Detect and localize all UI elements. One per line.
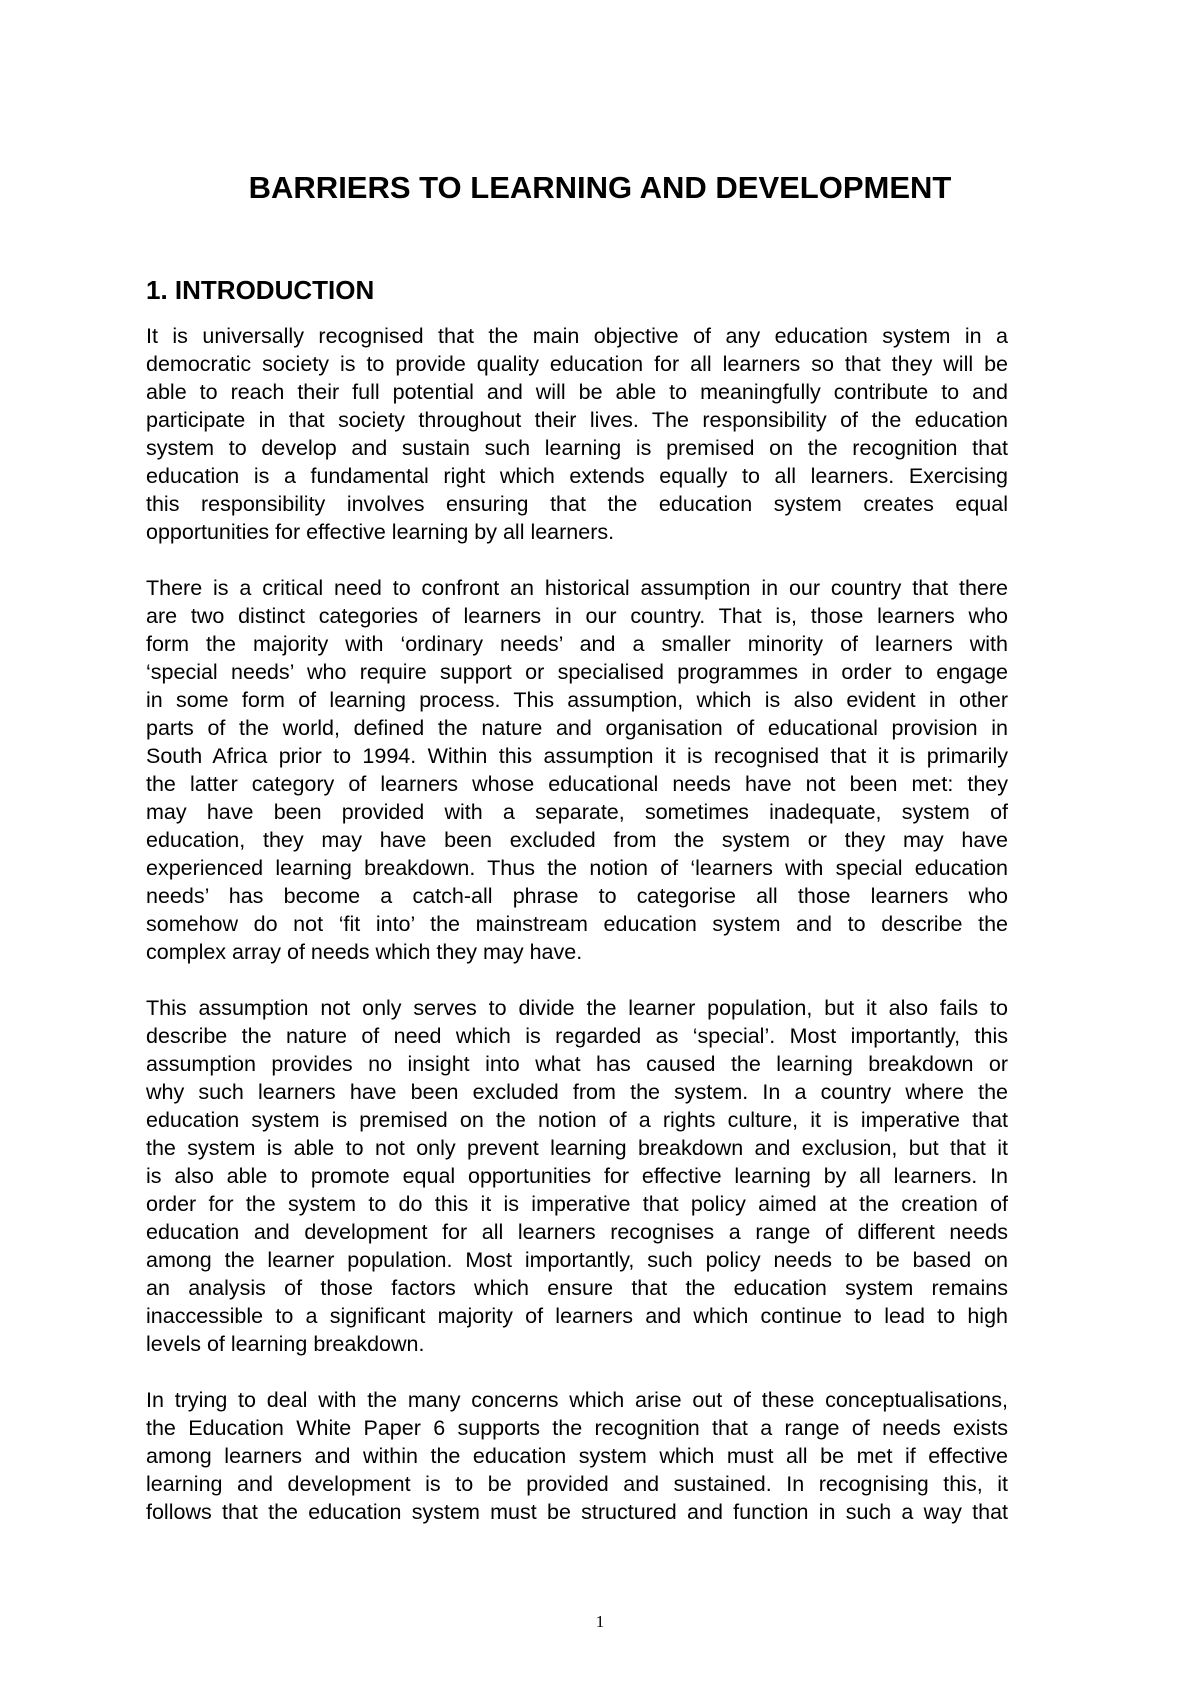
paragraph bbox=[146, 1386, 1008, 1526]
text-line: in some form of learning process. This assumption, which is also evident in other bbox=[146, 688, 1008, 712]
text-line: able to reach their full potential and will be able to meaningfully contribute to and bbox=[146, 380, 1008, 404]
text-line: education is a fundamental right which extends equally to all learners. Exercising bbox=[146, 464, 1008, 488]
text-line: system to develop and sustain such learning is premised on the recognition that bbox=[146, 436, 1008, 460]
text-line: may have been provided with a separate, sometimes inadequate, system of bbox=[146, 800, 1008, 824]
text-line: ‘special needs’ who require support or specialised programmes in order to engage bbox=[146, 660, 1008, 684]
text-line: democratic society is to provide quality education for all learners so that they will be bbox=[146, 352, 1008, 376]
text-line: the system is able to not only prevent learning breakdown and exclusion, but that it bbox=[146, 1136, 1008, 1160]
page-number: 1 bbox=[595, 1612, 605, 1631]
paragraph bbox=[146, 574, 1008, 966]
paragraph bbox=[146, 322, 1008, 546]
text-line: education, they may have been excluded from the system or they may have bbox=[146, 828, 1008, 852]
document-title: BARRIERS TO LEARNING AND DEVELOPMENT bbox=[248, 170, 952, 205]
text-line: assumption provides no insight into what has caused the learning breakdown or bbox=[146, 1052, 1008, 1076]
text-line: among learners and within the education system which must all be met if effective bbox=[146, 1444, 1008, 1468]
text-line: learning and development is to be provided and sustained. In recognising this, it bbox=[146, 1472, 1008, 1496]
text-line: needs’ has become a catch-all phrase to categorise all those learners who bbox=[146, 884, 1008, 908]
text-line: There is a critical need to confront an historical assumption in our country that there bbox=[146, 576, 1008, 600]
text-line: inaccessible to a significant majority of learners and which continue to lead to high bbox=[146, 1304, 1008, 1328]
document-body bbox=[146, 322, 1008, 1554]
text-line: This assumption not only serves to divide the learner population, but it also fails to bbox=[146, 996, 1008, 1020]
text-line: complex array of needs which they may have. bbox=[146, 940, 583, 964]
text-line: follows that the education system must be structured and function in such a way that bbox=[146, 1500, 1008, 1524]
text-line: opportunities for effective learning by all learners. bbox=[146, 520, 615, 544]
text-line: participate in that society throughout their lives. The responsibility of the education bbox=[146, 408, 1008, 432]
section-heading: 1. INTRODUCTION bbox=[146, 275, 375, 305]
text-line: form the majority with ‘ordinary needs’ and a smaller minority of learners with bbox=[146, 632, 1008, 656]
text-line: an analysis of those factors which ensure that the education system remains bbox=[146, 1276, 1008, 1300]
text-line: among the learner population. Most importantly, such policy needs to be based on bbox=[146, 1248, 1008, 1272]
text-line: It is universally recognised that the main objective of any education system in a bbox=[146, 324, 1008, 348]
text-line: South Africa prior to 1994. Within this assumption it is recognised that it is primarily bbox=[146, 744, 1008, 768]
text-line: education and development for all learners recognises a range of different needs bbox=[146, 1220, 1008, 1244]
text-line: are two distinct categories of learners in our country. That is, those learners who bbox=[146, 604, 1008, 628]
text-line: the Education White Paper 6 supports the recognition that a range of needs exists bbox=[146, 1416, 1008, 1440]
paragraph bbox=[146, 994, 1008, 1358]
text-line: is also able to promote equal opportunities for effective learning by all learners. In bbox=[146, 1164, 1008, 1188]
text-line: this responsibility involves ensuring that the education system creates equal bbox=[146, 492, 1008, 516]
text-line: the latter category of learners whose educational needs have not been met: they bbox=[146, 772, 1008, 796]
text-line: education system is premised on the notion of a rights culture, it is imperative that bbox=[146, 1108, 1008, 1132]
text-line: somehow do not ‘fit into’ the mainstream education system and to describe the bbox=[146, 912, 1008, 936]
text-line: describe the nature of need which is regarded as ‘special’. Most importantly, this bbox=[146, 1024, 1008, 1048]
text-line: parts of the world, defined the nature and organisation of educational provision in bbox=[146, 716, 1008, 740]
text-line: order for the system to do this it is imperative that policy aimed at the creation of bbox=[146, 1192, 1008, 1216]
text-line: experienced learning breakdown. Thus the notion of ‘learners with special education bbox=[146, 856, 1008, 880]
text-line: In trying to deal with the many concerns which arise out of these conceptualisations, bbox=[146, 1388, 1008, 1412]
text-line: levels of learning breakdown. bbox=[146, 1332, 425, 1356]
text-line: why such learners have been excluded from the system. In a country where the bbox=[146, 1080, 1008, 1104]
